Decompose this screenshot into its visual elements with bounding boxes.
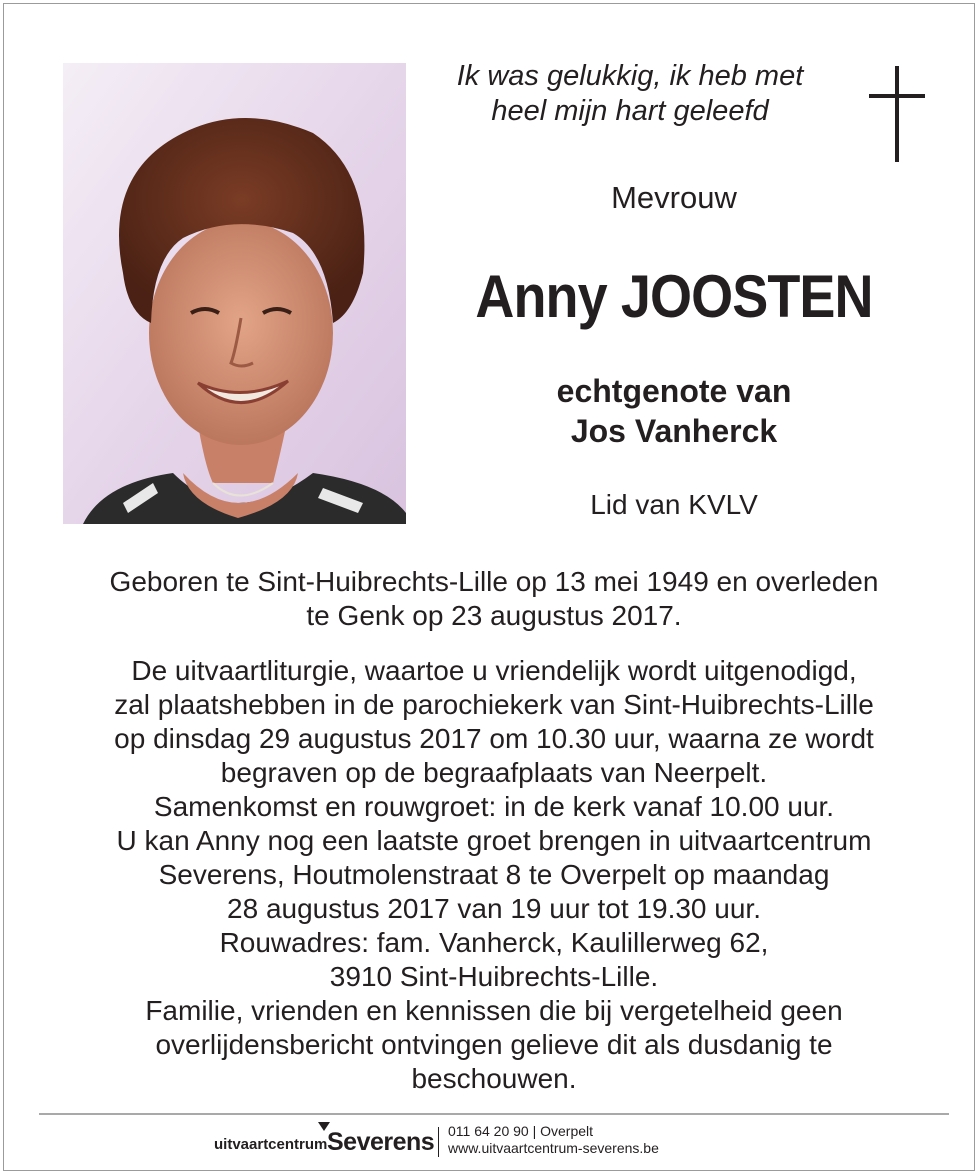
portrait-photo: [63, 63, 406, 524]
spouse-name: Jos Vanherck: [570, 413, 778, 449]
obituary-card: [3, 3, 975, 1171]
salutation: Mevrouw: [611, 180, 737, 215]
brand-prefix: uitvaartcentrum: [214, 1136, 328, 1153]
birth-line-2: te Genk op 23 augustus 2017.: [306, 600, 682, 631]
details-line: op dinsdag 29 augustus 2017 om 10.30 uur, waarna ze wordt: [114, 723, 874, 754]
details-line: overlijdensbericht ontvingen gelieve dit als dusdanig te: [155, 1029, 833, 1060]
quote-line-1: Ik was gelukkig, ik heb met: [456, 60, 804, 92]
details-line: 3910 Sint-Huibrechts-Lille.: [329, 961, 659, 992]
spouse-block: [434, 371, 914, 451]
details-line: beschouwen.: [411, 1063, 577, 1094]
website-link[interactable]: www.uitvaartcentrum-severens.be: [448, 1140, 659, 1156]
details-line: 28 augustus 2017 van 19 uur tot 19.30 uur.: [227, 893, 761, 924]
details-line: Severens, Houtmolenstraat 8 te Overpelt op maandag: [158, 859, 830, 890]
funeral-details: [24, 654, 964, 1096]
quote-line-2: heel mijn hart geleefd: [491, 95, 769, 127]
spouse-relation: echtgenote van: [556, 373, 792, 409]
details-line: Rouwadres: fam. Vanherck, Kaulillerweg 62,: [219, 927, 769, 958]
details-line: Samenkomst en rouwgroet: in de kerk vanaf 10.00 uur.: [153, 791, 835, 822]
birth-line-1: Geboren te Sint-Huibrechts-Lille op 13 mei 1949 en overleden: [109, 566, 879, 597]
membership: Lid van KVLV: [590, 489, 758, 520]
memorial-quote: [414, 59, 846, 129]
footer-separator: [438, 1127, 439, 1157]
details-line: begraven op de begraafplaats van Neerpelt.: [220, 757, 768, 788]
phone-line: 011 64 20 90 | Overpelt: [448, 1123, 594, 1139]
cross-icon: [869, 66, 925, 162]
footer-divider: [39, 1113, 949, 1115]
contact-block: [448, 1123, 659, 1157]
details-line: Familie, vrienden en kennissen die bij vergetelheid geen: [145, 995, 843, 1026]
details-line: zal plaatshebben in de parochiekerk van Sint-Huibrechts-Lille: [114, 689, 874, 720]
details-line: De uitvaartliturgie, waartoe u vriendelijk wordt uitgenodigd,: [131, 655, 857, 686]
details-line: U kan Anny nog een laatste groet brengen in uitvaartcentrum: [116, 825, 872, 856]
brand-name: Severens: [327, 1128, 435, 1156]
deceased-name: Anny JOOSTEN: [475, 263, 873, 330]
birth-death-text: [24, 565, 964, 633]
